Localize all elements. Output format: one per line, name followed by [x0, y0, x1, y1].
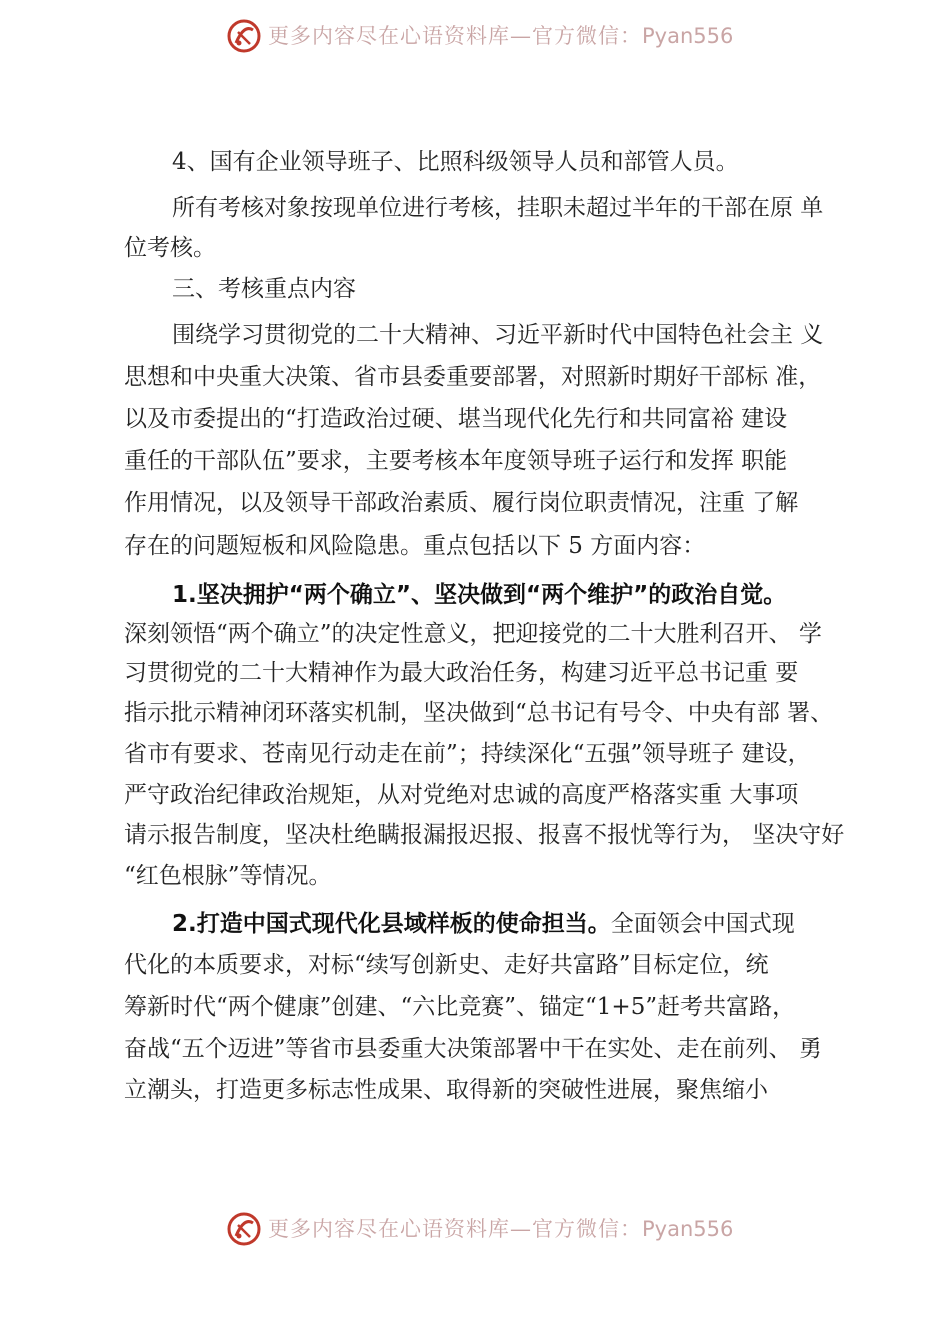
- point-heading-2: 2.打造中国式现代化县域样板的使命担当。: [172, 911, 611, 937]
- header-banner: [0, 16, 950, 56]
- point-heading-1: 1.坚决拥护“两个确立”、坚决做到“两个维护”的政治自觉。: [172, 582, 787, 608]
- text-line: 位考核。: [124, 235, 216, 261]
- text-line: 省市有要求、苍南见行动走在前”；持续深化“五强”领导班子 建设，: [124, 741, 811, 767]
- text-line: 立潮头，打造更多标志性成果、取得新的突破性进展，聚焦缩小: [124, 1077, 768, 1103]
- banner-text: 更多内容尽在心语资料库—官方微信：Pyan556: [268, 24, 734, 48]
- text-line: 习贯彻党的二十大精神作为最大政治任务，构建习近平总书记重 要: [124, 660, 799, 686]
- text-line: 深刻领悟“两个确立”的决定性意义，把迎接党的二十大胜利召开、 学: [124, 621, 822, 647]
- text-line: 重任的干部队伍”要求，主要考核本年度领导班子运行和发挥 职能: [124, 448, 788, 474]
- section-heading: 三、考核重点内容: [172, 276, 356, 302]
- text-line: 以及市委提出的“打造政治过硬、堪当现代化先行和共同富裕 建设: [124, 406, 788, 432]
- wechat-id: Pyan556: [642, 1217, 734, 1241]
- text-line: 奋战“五个迈进”等省市县委重大决策部署中干在实处、走在前列、 勇: [124, 1036, 822, 1062]
- wechat-id: Pyan556: [642, 24, 734, 48]
- text-line: 代化的本质要求，对标“续写创新史、走好共富路”目标定位，统: [124, 952, 769, 978]
- text-line: 筹新时代“两个健康”创建、“六比竞赛”、锚定“1+5”赶考共富路，: [124, 994, 796, 1020]
- point-line-2: [172, 909, 795, 939]
- text-line: 4、国有企业领导班子、比照科级领导人员和部管人员。: [172, 149, 739, 175]
- text-line: 所有考核对象按现单位进行考核，挂职未超过半年的干部在原 单: [172, 195, 824, 221]
- text-line: 指示批示精神闭环落实机制，坚决做到“总书记有号令、中央有部 署、: [124, 700, 834, 726]
- text-line: 围绕学习贯彻党的二十大精神、习近平新时代中国特色社会主 义: [172, 322, 824, 348]
- text-line: 思想和中央重大决策、省市县委重要部署，对照新时期好干部标 准，: [124, 364, 822, 390]
- footer-banner: [0, 1209, 950, 1249]
- text-span: 全面领会中国式现: [610, 911, 795, 937]
- text-line: 作用情况，以及领导干部政治素质、履行岗位职责情况，注重 了解: [124, 490, 799, 516]
- logo-icon: [226, 18, 262, 54]
- text-line: 存在的问题短板和风险隐患。重点包括以下 5 方面内容：: [124, 533, 706, 559]
- banner-text: 更多内容尽在心语资料库—官方微信：Pyan556: [268, 1217, 734, 1241]
- text-line: 请示报告制度，坚决杜绝瞒报漏报迟报、报喜不报忧等行为， 坚决守好: [124, 822, 845, 848]
- logo-icon: [226, 1211, 262, 1247]
- text-line: 严守政治纪律政治规矩，从对党绝对忠诚的高度严格落实重 大事项: [124, 782, 799, 808]
- text-line: “红色根脉”等情况。: [124, 863, 332, 889]
